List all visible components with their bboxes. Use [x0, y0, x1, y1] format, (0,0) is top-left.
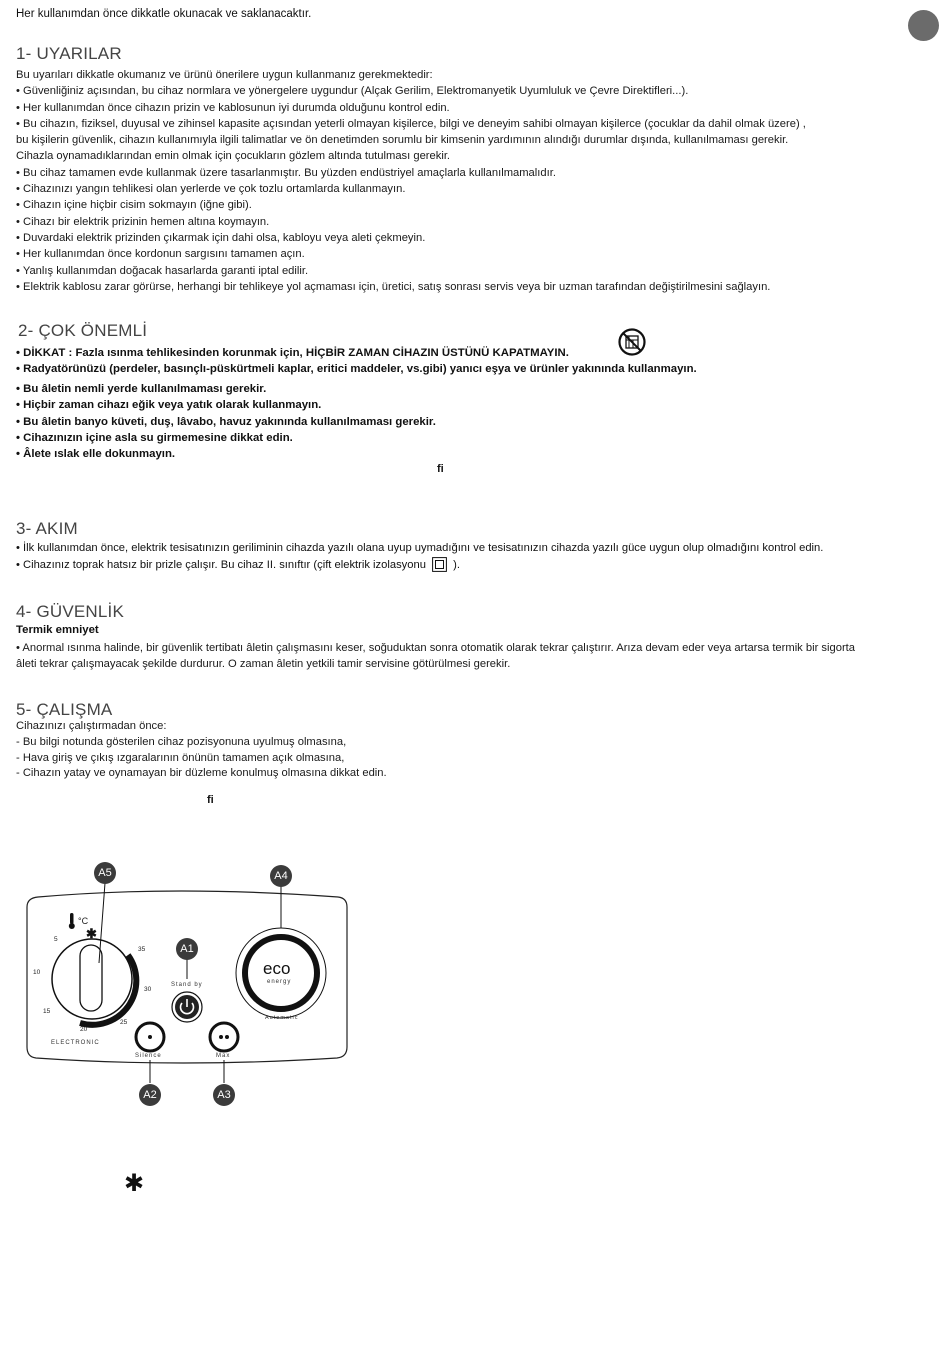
section-2-body — [16, 345, 697, 463]
section-1-title: 1- UYARILAR — [16, 44, 122, 63]
section-5-title: 5- ÇALIŞMA — [16, 700, 113, 719]
section-1-line: • Bu cihazın, fiziksel, duyusal ve zihinsel kapasite açısından yeterli olmayan kişilerce, bilgi ve deneyim sahibi olmayan kişilerce (çocuklar da dahil olmak üzere) , — [16, 117, 806, 130]
dial-tick-25: 25 — [120, 1019, 128, 1026]
control-panel-diagram — [0, 855, 380, 1115]
dial-tick-35: 35 — [138, 946, 146, 953]
section-4-title: 4- GÜVENLİK — [16, 602, 125, 621]
frost-symbol-footer: ✱ — [124, 1170, 145, 1197]
section-2-line: • Bu âletin nemli yerde kullanılmaması gerekir. — [16, 382, 267, 395]
intro-text: Her kullanımdan önce dikkatle okunacak ve saklanacaktır. — [16, 8, 312, 20]
brand-label: ELECTRONIC — [51, 1040, 100, 1046]
callout-a1: A1 — [176, 938, 198, 960]
callout-a3: A3 — [213, 1084, 235, 1106]
silence-label: Silence — [135, 1053, 162, 1059]
section-1-line: • Güvenliğiniz açısından, bu cihaz normlara ve yönergelere uygundur (Alçak Gerilim, Elektromanyetik Uyumluluk ve Çevre Direktifleri...). — [16, 85, 689, 98]
section-2-line: • Hiçbir zaman cihazı eğik veya yatık olarak kullanmayın. — [16, 399, 322, 412]
section-1-line: • Cihazınızı yangın tehlikesi olan yerlerde ve çok tozlu ortamlarda kullanmayın. — [16, 183, 406, 196]
section-2-title: 2- ÇOK ÖNEMLİ — [18, 321, 148, 340]
section-5-line: - Cihazın yatay ve oynamayan bir düzleme konulmuş olmasına dikkat edin. — [16, 767, 387, 780]
section-1-line: • Yanlış kullanımdan doğacak hasarlarda garanti iptal edilir. — [16, 264, 309, 277]
section-1-line: • Her kullanımdan önce cihazın prizin ve kablosunun iyi durumda olduğunu kontrol edin. — [16, 101, 450, 114]
section-3-title: 3- AKIM — [16, 519, 78, 538]
standby-button — [171, 992, 203, 1024]
standby-label: Stand by — [171, 982, 203, 988]
section-4-subtitle: Termik emniyet — [16, 624, 99, 636]
section-2-line: • Bu âletin banyo küveti, duş, lâvabo, havuz yakınında kullanılmaması gerekir. — [16, 415, 436, 428]
max-label: Max — [216, 1053, 231, 1059]
callout-a5: A5 — [94, 862, 116, 884]
section-2-line: • Radyatörünüzü (perdeler, basınçlı-püskürtmeli kaplar, eritici maddeler, vs.gibi) yanıcı eşya ve ürünler yakınında kullanmayın. — [16, 363, 697, 376]
section-3-line2-text: • Cihazınız toprak hatsız bir prizle çalışır. Bu cihaz II. sınıftır (çift elektrik izolasyonu — [16, 559, 426, 572]
section-1-line: Bu uyarıları dikkatle okumanız ve ürünü önerilere uygun kullanmanız gerekmektedir: — [16, 69, 433, 81]
section-1-line: • Cihazı bir elektrik prizinin hemen altına koymayın. — [16, 215, 270, 228]
frost-protection-icon: ✱ — [86, 926, 97, 941]
section-1-line: • Duvardaki elektrik prizinden çıkarmak için dahi olsa, kabloyu veya aleti çekmeyin. — [16, 231, 426, 244]
eco-label: eco — [263, 959, 291, 978]
section-5-line: Cihazınızı çalıştırmadan önce: — [16, 720, 167, 732]
eco-energy-button — [245, 937, 317, 1009]
stray-glyph: ﬁ — [207, 794, 214, 806]
dial-tick-10: 10 — [33, 969, 41, 976]
energy-label: energy — [267, 979, 292, 985]
dial-tick-30: 30 — [144, 986, 152, 993]
silence-button — [136, 1023, 164, 1051]
class-ii-insulation-icon — [432, 557, 447, 572]
section-2-line: • DİKKAT : Fazla ısınma tehlikesinden korunmak için, HİÇBİR ZAMAN CİHAZIN ÜSTÜNÜ KAPATMAYIN. — [16, 347, 569, 359]
dial-tick-5: 5 — [54, 936, 58, 943]
section-3-line — [16, 557, 823, 573]
section-1-line: • Her kullanımdan önce kordonun sargısını tamamen açın. — [16, 248, 305, 261]
section-3-line: • İlk kullanımdan önce, elektrik tesisatınızın geriliminin cihazda yazılı olana uyup uymadığını ve tesisatınızın cihazda yazılı güce uygun olup olmadığını kontrol edin. — [16, 542, 824, 554]
section-1-body — [16, 67, 806, 295]
callout-a2: A2 — [139, 1084, 161, 1106]
dial-tick-15: 15 — [43, 1008, 51, 1015]
section-1-line: • Bu cihaz tamamen evde kullanmak üzere tasarlanmıştır. Bu yüzden endüstriyel amaçlarla kullanılmamalıdır. — [16, 166, 556, 179]
section-4-line: • Anormal ısınma halinde, bir güvenlik tertibatı âletin çalışmasını keser, soğuduktan sonra otomatik olarak tekrar çalıştırır. Arıza devam eder veya artarsa termik bir sigorta — [16, 642, 855, 654]
section-2-line: • Âlete ıslak elle dokunmayın. — [16, 448, 176, 461]
automatic-label: Automatic — [265, 1015, 299, 1021]
section-1-line: • Cihazın içine hiçbir cisim sokmayın (iğne gibi). — [16, 199, 252, 212]
section-5-line: - Bu bilgi notunda gösterilen cihaz pozisyonuna uyulmuş olmasına, — [16, 735, 347, 748]
section-5-line: - Hava giriş ve çıkış ızgaralarının önünün tamamen açık olmasına, — [16, 751, 345, 764]
section-4-line: âleti tekrar çalışmayacak şekilde durdurur. O zaman âletin yetkili tamir servisine götürülmesi gerekir. — [16, 658, 511, 671]
section-2-line: • Cihazınızın içine asla su girmemesine dikkat edin. — [16, 432, 293, 445]
section-3-line2-close: ). — [453, 559, 460, 572]
section-4-body — [16, 640, 855, 673]
section-5-body — [16, 719, 387, 782]
thermostat-dial — [52, 939, 132, 1019]
section-3-body — [16, 540, 823, 574]
section-1-line: • Elektrik kablosu zarar görürse, herhangi bir tehlikeye yol açmaması için, üretici, satış sonrası servis veya bir uzman tarafından değiştirilmesini sağlayın. — [16, 280, 771, 293]
language-indicator-dot — [908, 10, 939, 41]
dial-tick-20: 20 — [80, 1026, 88, 1033]
unit-celsius: °C — [78, 916, 89, 926]
stray-glyph: ﬁ — [437, 463, 444, 475]
section-1-line: Cihazla oynamadıklarından emin olmak için çocukların gözlem altında tutulması gerekir. — [16, 150, 451, 163]
callout-a4: A4 — [270, 865, 292, 887]
max-button — [210, 1023, 238, 1051]
section-1-line: bu kişilerin güvenlik, cihazın kullanımıyla ilgili talimatlar ve ön denetimden sorumlu bir kimsenin yardımının alındığı durumlar dışında, kullanılmaması gerekir. — [16, 134, 789, 147]
